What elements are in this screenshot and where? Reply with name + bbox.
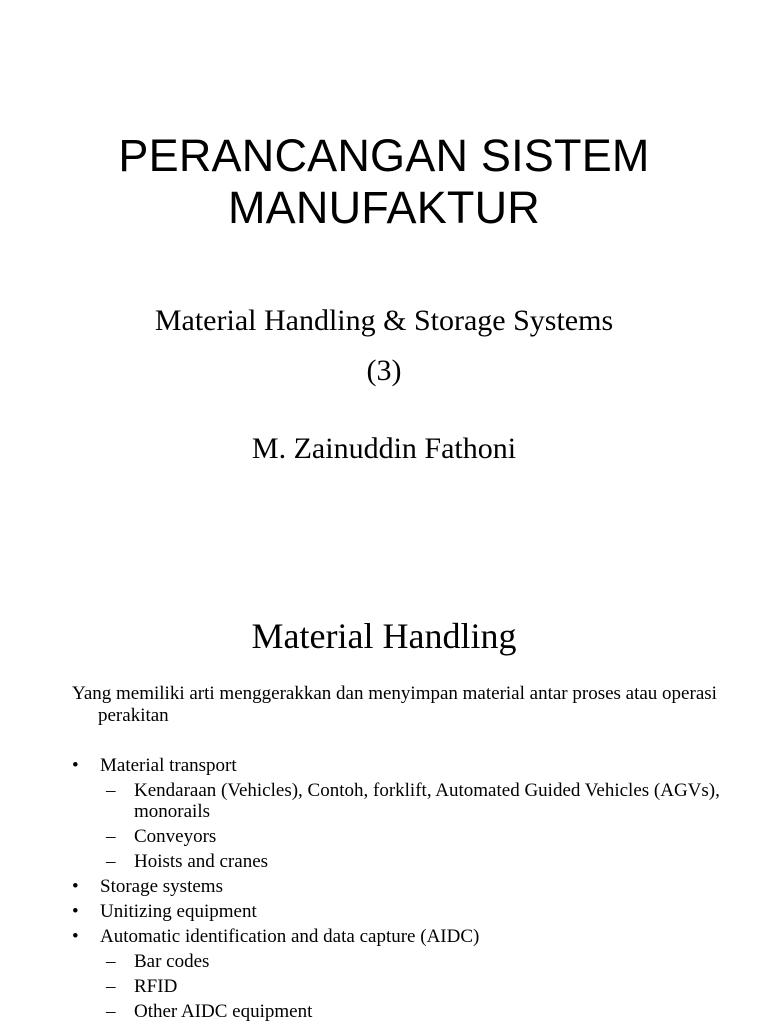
slide-title-line: MANUFAKTUR [227,182,540,233]
sub-list-item [100,780,732,822]
bullet-list [72,755,732,1026]
dash-icon: – [106,780,116,801]
content-slide [0,600,768,1024]
dash-icon: – [106,1001,116,1022]
sub-list [100,951,732,1022]
sub-list-item-label: Kendaraan (Vehicles), Contoh, forklift, Automated Guided Vehicles (AGVs), monorails [134,780,720,822]
slide-subtitle-line: Material Handling & Storage Systems [154,304,614,337]
author-name: M. Zainuddin Fathoni [251,432,517,465]
bullet-icon: • [72,926,79,947]
sub-list-item-label: Bar codes [134,951,210,972]
sub-list-item [100,851,732,872]
dash-icon: – [106,826,116,847]
sub-list-item [100,826,732,847]
sub-list-item [100,1001,732,1022]
sub-list-item-label: Other AIDC equipment [134,1001,313,1022]
bullet-icon: • [72,901,79,922]
list-item [72,876,732,897]
sub-list-item [100,951,732,972]
sub-list-item-label: RFID [134,976,178,997]
dash-icon: – [106,951,116,972]
dash-icon: – [106,851,116,872]
slide-heading: Material Handling [251,616,517,656]
sub-list-item-label: Hoists and cranes [134,851,269,872]
list-item-label: Unitizing equipment [100,901,257,922]
slide-title [0,130,768,234]
sub-list-item-label: Conveyors [134,826,217,847]
bullet-icon: • [72,876,79,897]
bullet-icon: • [72,755,79,776]
list-item [72,926,732,1022]
list-item [72,755,732,872]
list-item-label: Automatic identification and data capture (AIDC) [100,926,480,947]
slide-subtitle-line: (3) [366,354,402,387]
list-item-label: Storage systems [100,876,223,897]
list-item-label: Material transport [100,755,237,776]
list-item [72,901,732,922]
slide-subtitle [0,296,768,396]
sub-list-item [100,976,732,997]
sub-list [100,780,732,872]
slide-title-line: PERANCANGAN SISTEM [118,130,650,181]
dash-icon: – [106,976,116,997]
intro-paragraph: Yang memiliki arti menggerakkan dan menyimpan material antar proses atau operasi perakitan [72,683,717,726]
